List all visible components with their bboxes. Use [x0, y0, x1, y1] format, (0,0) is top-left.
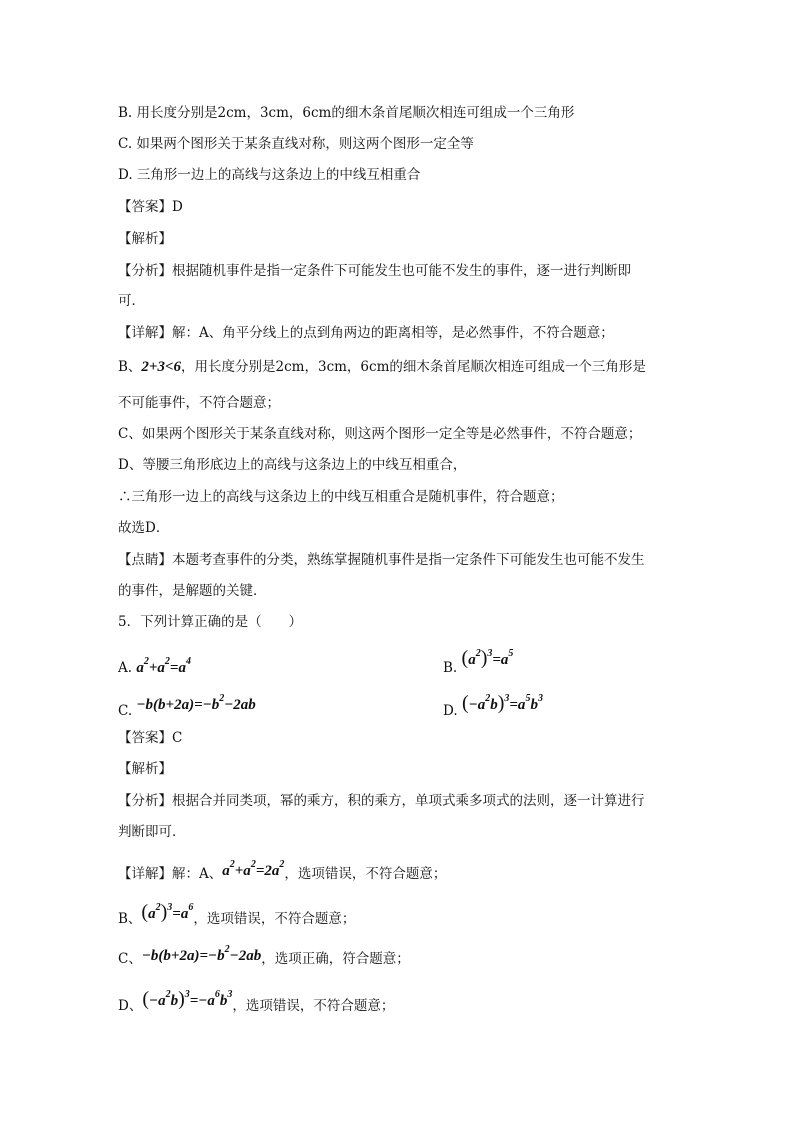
- option-c-math: $-b(b+2a)=-b^2-2ab$: [136, 693, 256, 713]
- analysis-line-4: 判断即可．: [118, 824, 186, 840]
- solution-line-d: [118, 988, 395, 1015]
- detail-b-suffix: ，用长度分别是2cm，3cm，6cm的细木条首尾顺次相连可组成一个三角形是: [181, 359, 646, 375]
- option-c: [118, 693, 256, 720]
- option-a: [118, 655, 191, 677]
- line-option-d: D. 三角形一边上的高线与这条边上的中线互相重合: [118, 167, 421, 183]
- analysis-line-3: 【分析】根据合并同类项，幂的乘方，积的乘方，单项式乘多项式的法则，逐一计算进行: [118, 793, 645, 809]
- option-b: [443, 647, 514, 677]
- option-d-label: D.: [443, 703, 458, 719]
- option-d: [443, 692, 543, 720]
- solution-line-b: [118, 901, 356, 928]
- option-b-math: $(a^2)^3=a^5$: [461, 647, 514, 669]
- solution-d-prefix: D、: [118, 998, 143, 1014]
- analysis-heading: 【解析】: [118, 231, 172, 247]
- question-5: 5．下列计算正确的是（ ）: [118, 614, 303, 630]
- detail-line-c: C、如果两个图形关于某条直线对称，则这两个图形一定全等是必然事件，不符合题意；: [118, 426, 642, 442]
- detail-line-a: 【详解】解：A、角平分线上的点到角两边的距离相等，是必然事件，不符合题意；: [118, 325, 614, 341]
- detail-b-prefix: B、: [118, 359, 142, 375]
- inequality-math: 2+3<6: [141, 359, 182, 375]
- solution-b-suffix: ，选项错误，不符合题意；: [193, 911, 356, 927]
- option-a-label: A.: [118, 660, 133, 676]
- solution-line-a: [118, 861, 446, 883]
- comment-line-2: 的事件，是解题的关键．: [118, 583, 267, 599]
- solution-c-prefix: C、: [118, 951, 142, 967]
- solution-c-suffix: ，选项正确，符合题意；: [261, 951, 410, 967]
- option-b-label: B.: [443, 660, 458, 676]
- choice-line: 故选D．: [118, 520, 170, 536]
- option-d-math: $(-a^2b)^3=a^5b^3$: [461, 692, 543, 714]
- solution-a-math: $a^2+a^2=2a^2$: [222, 859, 285, 879]
- line-option-b: B. 用长度分别是2cm，3cm，6cm的细木条首尾顺次相连可组成一个三角形: [118, 105, 575, 121]
- solution-b-math: $(a^2)^3=a^6$: [141, 901, 194, 923]
- detail-line-b-cont: 不可能事件，不符合题意；: [118, 395, 280, 411]
- comment-line-1: 【点睛】本题考查事件的分类，熟练掌握随机事件是指一定条件下可能发生也可能不发生: [118, 552, 645, 568]
- solution-d-math: $(-a^2b)^3=-a^6b^3$: [142, 988, 233, 1010]
- analysis-line-2: 可．: [118, 293, 145, 309]
- analysis-line-1: 【分析】根据随机事件是指一定条件下可能发生也可能不发生的事件，逐一进行判断即: [118, 263, 631, 279]
- solution-a-suffix: ，选项错误，不符合题意；: [284, 866, 447, 882]
- detail-line-d: D、等腰三角形底边上的高线与这条边上的中线互相重合，: [118, 457, 467, 473]
- solution-c-math: $-b(b+2a)=-b^2-2ab$: [141, 944, 262, 964]
- solution-line-c: [118, 946, 410, 968]
- answer-line: 【答案】D: [118, 199, 183, 215]
- conclusion-line: ∴三角形一边上的高线与这条边上的中线互相重合是随机事件，符合题意；: [118, 489, 564, 505]
- line-option-c: C. 如果两个图形关于某条直线对称，则这两个图形一定全等: [118, 136, 474, 152]
- option-a-math: $a^2+a^2=a^4$: [136, 656, 191, 676]
- detail-line-b: [118, 358, 646, 376]
- solution-d-suffix: ，选项错误，不符合题意；: [232, 998, 395, 1014]
- analysis-heading-2: 【解析】: [118, 761, 172, 777]
- solution-a-prefix: 【详解】解：A、: [118, 866, 223, 882]
- answer-line-2: 【答案】C: [118, 730, 183, 746]
- option-c-label: C.: [118, 703, 133, 719]
- solution-b-prefix: B、: [118, 911, 142, 927]
